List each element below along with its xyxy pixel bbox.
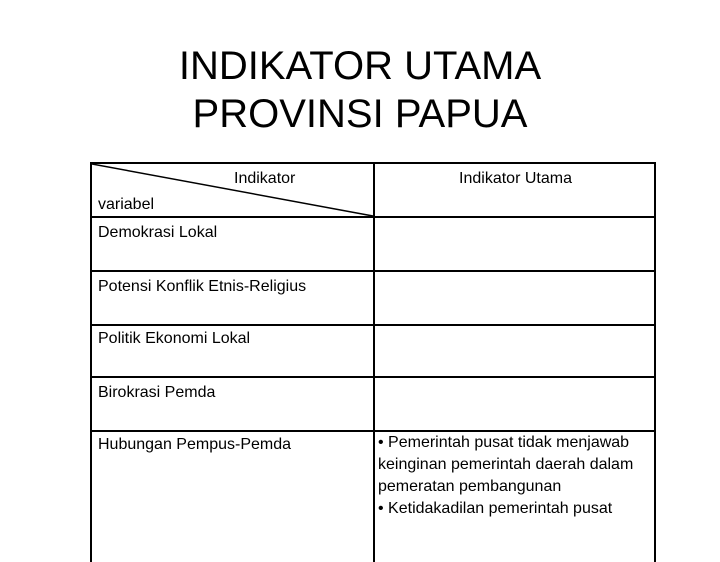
bullet-item: • Pemerintah pusat tidak menjawab keinginan pemerintah daerah dalam pemeratan pembangunan (378, 434, 634, 495)
column-divider (373, 164, 375, 562)
slide-title-line-1: INDIKATOR UTAMA (178, 44, 542, 88)
header-corner-indikator: Indikator (234, 170, 296, 187)
row-divider (92, 324, 654, 326)
row-label-potensi-konflik: Potensi Konflik Etnis-Religius (98, 278, 307, 295)
row-divider (92, 216, 654, 218)
row-label-hubungan-pempus-pemda: Hubungan Pempus-Pemda (98, 436, 292, 453)
row-divider (92, 270, 654, 272)
slide-title-line-2: PROVINSI PAPUA (192, 92, 528, 136)
header-indikator-utama: Indikator Utama (459, 170, 572, 187)
row-divider (92, 376, 654, 378)
slide-title (0, 42, 720, 138)
bullet-item: • Ketidakadilan pemerintah pusat (378, 500, 613, 517)
header-corner-variabel: variabel (98, 196, 155, 213)
row-label-politik-ekonomi: Politik Ekonomi Lokal (98, 330, 251, 347)
row-label-demokrasi-lokal: Demokrasi Lokal (98, 224, 218, 241)
row-label-birokrasi-pemda: Birokrasi Pemda (98, 384, 216, 401)
hubungan-pempus-pemda-indicators (378, 432, 648, 520)
